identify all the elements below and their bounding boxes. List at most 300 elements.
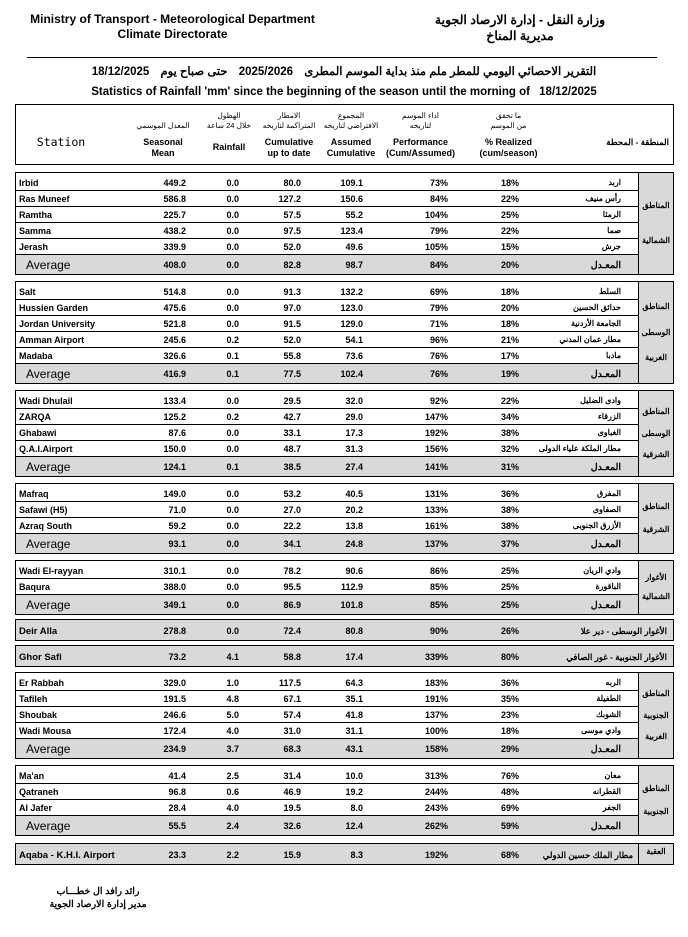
- table-row: [16, 239, 673, 255]
- rain-cell: 4.0: [226, 803, 239, 813]
- cum-cell: 58.8: [283, 652, 301, 662]
- station-name: Shoubak: [19, 710, 58, 720]
- rain-cell: 0.0: [226, 566, 239, 576]
- cum-cell: 27.0: [283, 505, 301, 515]
- single-station-group: [15, 619, 674, 641]
- average-label: Average: [26, 819, 71, 833]
- cum-cell: 127.2: [278, 194, 301, 204]
- table-row: [16, 393, 673, 409]
- station-name-ar: حدائق الحسين: [573, 303, 621, 312]
- assumed-cell: 19.2: [345, 787, 363, 797]
- region-label-line: المناطق: [642, 406, 670, 416]
- region-label-line: الأغوار: [645, 573, 667, 583]
- station-name-ar: المعـدل: [590, 744, 621, 755]
- cum-cell: 33.1: [283, 428, 301, 438]
- column-header-realized: [471, 111, 546, 159]
- rain-cell: 0.0: [226, 539, 239, 549]
- mean-cell: 339.9: [163, 242, 186, 252]
- rain-cell: 1.0: [226, 678, 239, 688]
- mean-cell: 245.6: [163, 335, 186, 345]
- station-name-ar: الجامعة الأردنية: [570, 319, 621, 328]
- mean-cell: 28.4: [168, 803, 186, 813]
- region-group: [15, 560, 674, 615]
- station-name-ar: الأغوار الجنوبية - غور الصافي: [566, 652, 667, 662]
- perf-cell: 79%: [429, 226, 448, 236]
- region-label-line: الجنوبية: [643, 710, 669, 720]
- region-label-line: المناطق: [642, 783, 670, 793]
- title-ar-season: 2025/2026: [238, 66, 294, 78]
- real-cell: 22%: [500, 194, 519, 204]
- perf-cell: 147%: [424, 412, 448, 422]
- station-name: Al Jafer: [19, 803, 53, 813]
- region-label-line: الغربية: [645, 732, 667, 742]
- station-name-ar: الجفر: [602, 803, 621, 812]
- assumed-ar1: المجموع: [337, 111, 365, 120]
- real-cell: 31%: [500, 462, 519, 472]
- region-group: [15, 765, 674, 836]
- ministry-name-ar: وزارة النقل - إدارة الارصاد الجوية: [434, 13, 606, 27]
- station-name: Samma: [19, 226, 52, 236]
- assumed-cell: 8.0: [350, 803, 363, 813]
- real-cell: 25%: [500, 210, 519, 220]
- station-name-ar: المعـدل: [590, 539, 621, 550]
- cumulative-en1: Cumulative: [264, 137, 314, 147]
- mean-cell: 96.8: [168, 787, 186, 797]
- station-name-ar: اربد: [608, 178, 621, 187]
- region-label-line: المناطق: [642, 688, 670, 698]
- title-ar-until: حتى صباح يوم: [160, 66, 228, 78]
- mean-cell: 93.1: [168, 539, 186, 549]
- table-row: [16, 623, 673, 639]
- single-station-group: [15, 843, 674, 865]
- title-ar-text: التقرير الاحصائي اليومي للمطر ملم منذ بداية الموسم المطرى: [304, 66, 597, 78]
- ministry-header-ar: [420, 12, 620, 44]
- station-name-ar: جرش: [601, 242, 621, 251]
- rain-cell: 0.0: [226, 505, 239, 515]
- station-name: Ghor Safi: [19, 652, 62, 663]
- station-name-ar: الزرقاء: [598, 412, 621, 421]
- region-group: [15, 281, 674, 384]
- real-cell: 69%: [500, 803, 519, 813]
- region-group: [15, 672, 674, 759]
- rain-cell: 0.0: [226, 626, 239, 636]
- seasonal-mean-en1: Seasonal: [143, 137, 183, 147]
- real-cell: 20%: [500, 303, 519, 313]
- station-name-ar: مطار الملك حسين الدولي: [542, 850, 633, 860]
- table-row: [16, 191, 673, 207]
- performance-ar1: اداء الموسم: [402, 111, 439, 120]
- mean-cell: 55.5: [168, 821, 186, 831]
- assumed-cell: 41.8: [345, 710, 363, 720]
- seasonal-mean-ar: المعدل الموسمي: [136, 121, 190, 130]
- rain-cell: 2.5: [226, 771, 239, 781]
- station-name-ar: المعـدل: [590, 369, 621, 380]
- cumulative-ar1: الامطار: [277, 111, 301, 120]
- assumed-en2: Cumulative: [326, 148, 376, 158]
- perf-cell: 191%: [424, 694, 448, 704]
- region-label-line: الشمالية: [642, 591, 670, 601]
- station-name: Tafileh: [19, 694, 48, 704]
- rain-cell: 0.0: [226, 242, 239, 252]
- mean-cell: 586.8: [163, 194, 186, 204]
- rain-cell: 0.0: [226, 489, 239, 499]
- real-cell: 37%: [500, 539, 519, 549]
- station-name-ar: معان: [604, 771, 621, 780]
- region-group: [15, 390, 674, 477]
- table-row: [16, 649, 673, 665]
- average-label: Average: [26, 258, 71, 272]
- assumed-cell: 129.0: [340, 319, 363, 329]
- average-row: [16, 739, 673, 758]
- station-name-ar: وادى الضليل: [580, 396, 621, 405]
- average-row: [16, 457, 673, 476]
- assumed-cell: 20.2: [345, 505, 363, 515]
- perf-cell: 133%: [424, 505, 448, 515]
- performance-ar2: لتاريخه: [409, 121, 432, 130]
- column-header-rainfall: [199, 111, 259, 153]
- real-cell: 18%: [500, 178, 519, 188]
- region-label: [638, 173, 673, 274]
- real-cell: 18%: [500, 287, 519, 297]
- table-row: [16, 688, 673, 707]
- assumed-cell: 27.4: [345, 462, 363, 472]
- cum-cell: 117.5: [278, 678, 301, 688]
- mean-cell: 349.1: [163, 600, 186, 610]
- real-cell: 36%: [500, 678, 519, 688]
- region-label: [638, 282, 673, 383]
- mean-cell: 329.0: [163, 678, 186, 688]
- table-row: [16, 425, 673, 441]
- rain-cell: 0.2: [226, 335, 239, 345]
- table-row: [16, 579, 673, 595]
- average-label: Average: [26, 742, 71, 756]
- table-row: [16, 316, 673, 332]
- perf-cell: 137%: [424, 710, 448, 720]
- cum-cell: 78.2: [283, 566, 301, 576]
- perf-cell: 104%: [424, 210, 448, 220]
- station-name-ar: الربه: [605, 678, 621, 687]
- perf-cell: 85%: [429, 582, 448, 592]
- perf-cell: 96%: [429, 335, 448, 345]
- assumed-cell: 32.0: [345, 396, 363, 406]
- rain-cell: 4.1: [226, 652, 239, 662]
- rain-cell: 0.1: [226, 369, 239, 379]
- signature-block: [28, 885, 168, 911]
- rain-cell: 0.0: [226, 194, 239, 204]
- station-name: Baqura: [19, 582, 51, 592]
- rain-cell: 2.2: [226, 850, 239, 860]
- mean-cell: 234.9: [163, 744, 186, 754]
- cum-cell: 31.0: [283, 726, 301, 736]
- assumed-ar2: الافتراضي لتاريخه: [323, 121, 379, 130]
- table-row: [16, 768, 673, 784]
- perf-cell: 156%: [424, 444, 448, 454]
- table-row: [16, 441, 673, 460]
- column-header-seasonal-mean: [128, 121, 198, 159]
- perf-cell: 79%: [429, 303, 448, 313]
- cum-cell: 22.2: [283, 521, 301, 531]
- station-name: Azraq South: [19, 521, 72, 531]
- assumed-cell: 31.1: [345, 726, 363, 736]
- assumed-en1: Assumed: [330, 137, 372, 147]
- station-name-ar: الطفيلة: [596, 694, 621, 703]
- realized-en1: % Realized: [484, 137, 533, 147]
- real-cell: 38%: [500, 521, 519, 531]
- station-name: Madaba: [19, 351, 53, 361]
- assumed-cell: 40.5: [345, 489, 363, 499]
- cum-cell: 31.4: [283, 771, 301, 781]
- assumed-cell: 102.4: [340, 369, 363, 379]
- mean-cell: 438.2: [163, 226, 186, 236]
- title-en-date: 18/12/2025: [539, 86, 597, 98]
- cum-cell: 82.8: [283, 260, 301, 270]
- cum-cell: 68.3: [283, 744, 301, 754]
- average-row: [16, 595, 673, 614]
- station-name-ar: المعـدل: [590, 600, 621, 611]
- report-title-ar: [0, 64, 688, 78]
- assumed-cell: 24.8: [345, 539, 363, 549]
- cum-cell: 57.4: [283, 710, 301, 720]
- perf-cell: 84%: [429, 194, 448, 204]
- rain-cell: 0.0: [226, 226, 239, 236]
- cum-cell: 32.6: [283, 821, 301, 831]
- cum-cell: 72.4: [283, 626, 301, 636]
- mean-cell: 71.0: [168, 505, 186, 515]
- table-row: [16, 675, 673, 691]
- assumed-cell: 10.0: [345, 771, 363, 781]
- average-label: Average: [26, 598, 71, 612]
- real-cell: 80%: [500, 652, 519, 662]
- table-row: [16, 207, 673, 223]
- column-header-cumulative: [254, 111, 324, 159]
- real-cell: 21%: [500, 335, 519, 345]
- perf-cell: 73%: [429, 178, 448, 188]
- real-cell: 15%: [500, 242, 519, 252]
- station-name: Wadi Dhulail: [19, 396, 73, 406]
- assumed-cell: 31.3: [345, 444, 363, 454]
- assumed-cell: 109.1: [340, 178, 363, 188]
- perf-cell: 161%: [424, 521, 448, 531]
- cum-cell: 55.8: [283, 351, 301, 361]
- table-row: [16, 300, 673, 316]
- region-label-line: الغربية: [645, 353, 667, 363]
- station-name-ar: وادي الريان: [583, 566, 621, 575]
- mean-cell: 326.6: [163, 351, 186, 361]
- cum-cell: 15.9: [283, 850, 301, 860]
- station-name-ar: المعـدل: [590, 260, 621, 271]
- station-name: Wadi Mousa: [19, 726, 72, 736]
- report-title-en: [0, 86, 688, 98]
- cum-cell: 97.5: [283, 226, 301, 236]
- cum-cell: 57.5: [283, 210, 301, 220]
- perf-cell: 339%: [424, 652, 448, 662]
- station-name: ZARQA: [19, 412, 51, 422]
- table-row: [16, 502, 673, 518]
- station-name-ar: القطرانه: [592, 787, 621, 796]
- assumed-cell: 90.6: [345, 566, 363, 576]
- mean-cell: 133.4: [163, 396, 186, 406]
- title-ar-date: 18/12/2025: [91, 66, 150, 78]
- cum-cell: 19.5: [283, 803, 301, 813]
- perf-cell: 158%: [424, 744, 448, 754]
- assumed-cell: 29.0: [345, 412, 363, 422]
- average-row: [16, 364, 673, 383]
- station-name-ar: الأزرق الجنوبى: [572, 521, 621, 530]
- average-label: Average: [26, 460, 71, 474]
- assumed-cell: 49.6: [345, 242, 363, 252]
- perf-cell: 243%: [424, 803, 448, 813]
- perf-cell: 183%: [424, 678, 448, 688]
- rainfall-ar2: خلال 24 ساعة: [206, 121, 252, 130]
- table-row: [16, 707, 673, 723]
- assumed-cell: 112.9: [340, 582, 363, 592]
- rain-cell: 3.7: [226, 744, 239, 754]
- mean-cell: 87.6: [168, 428, 186, 438]
- station-name-ar: الرمثا: [602, 210, 621, 219]
- cum-cell: 42.7: [283, 412, 301, 422]
- table-row: [16, 486, 673, 502]
- region-label: [638, 766, 673, 835]
- rain-cell: 4.8: [226, 694, 239, 704]
- performance-en1: Performance: [392, 137, 449, 147]
- real-cell: 25%: [500, 582, 519, 592]
- cum-cell: 80.0: [283, 178, 301, 188]
- station-name-ar: المعـدل: [590, 821, 621, 832]
- station-name: Qatraneh: [19, 787, 59, 797]
- station-name: Ma'an: [19, 771, 45, 781]
- cum-cell: 77.5: [283, 369, 301, 379]
- station-name: Mafraq: [19, 489, 49, 499]
- real-cell: 25%: [500, 566, 519, 576]
- cum-cell: 48.7: [283, 444, 301, 454]
- real-cell: 23%: [500, 710, 519, 720]
- station-name-ar: صما: [607, 226, 621, 235]
- station-name-ar: مادبا: [606, 351, 621, 360]
- cumulative-en2: up to date: [267, 148, 311, 158]
- assumed-cell: 17.4: [345, 652, 363, 662]
- table-row: [16, 847, 673, 863]
- real-cell: 35%: [500, 694, 519, 704]
- column-header-performance: [378, 111, 463, 159]
- signatory-name: رائد رافد ال خطـــاب: [56, 886, 140, 897]
- mean-cell: 246.6: [163, 710, 186, 720]
- real-cell: 17%: [500, 351, 519, 361]
- station-name-ar: مطار عمان المدني: [559, 335, 621, 344]
- mean-cell: 41.4: [168, 771, 186, 781]
- station-name: Safawi (H5): [19, 505, 68, 515]
- perf-cell: 84%: [429, 260, 448, 270]
- real-cell: 34%: [500, 412, 519, 422]
- cum-cell: 67.1: [283, 694, 301, 704]
- average-label: Average: [26, 537, 71, 551]
- rain-cell: 0.0: [226, 319, 239, 329]
- table-row: [16, 800, 673, 816]
- mean-cell: 408.0: [163, 260, 186, 270]
- directorate-name-ar: مديرية المناخ: [486, 29, 554, 43]
- mean-cell: 73.2: [168, 652, 186, 662]
- rain-cell: 0.0: [226, 428, 239, 438]
- mean-cell: 191.5: [163, 694, 186, 704]
- region-label: [638, 673, 673, 758]
- perf-cell: 71%: [429, 319, 448, 329]
- assumed-cell: 98.7: [345, 260, 363, 270]
- ministry-header-en: [0, 12, 345, 42]
- mean-cell: 521.8: [163, 319, 186, 329]
- average-row: [16, 816, 673, 835]
- cum-cell: 97.0: [283, 303, 301, 313]
- mean-cell: 59.2: [168, 521, 186, 531]
- perf-cell: 105%: [424, 242, 448, 252]
- real-cell: 48%: [500, 787, 519, 797]
- mean-cell: 124.1: [163, 462, 186, 472]
- real-cell: 22%: [500, 396, 519, 406]
- station-name-ar: الغباوى: [597, 428, 621, 437]
- average-row: [16, 534, 673, 553]
- real-cell: 22%: [500, 226, 519, 236]
- rainfall-en: Rainfall: [212, 142, 246, 152]
- rain-cell: 0.2: [226, 412, 239, 422]
- real-cell: 68%: [500, 850, 519, 860]
- station-name: Amman Airport: [19, 335, 85, 345]
- station-name-ar: المفرق: [597, 489, 621, 498]
- mean-cell: 125.2: [163, 412, 186, 422]
- signatory-position: مدير إدارة الارصاد الجوية: [49, 899, 147, 910]
- mean-cell: 449.2: [163, 178, 186, 188]
- region-label-line: الوسطى: [641, 428, 671, 438]
- realized-ar2: من الموسم: [490, 121, 527, 130]
- station-name-ar: الباقورة: [595, 582, 621, 591]
- region-label-line: الشرقية: [642, 450, 670, 460]
- mean-cell: 475.6: [163, 303, 186, 313]
- table-row: [16, 284, 673, 300]
- assumed-cell: 8.3: [350, 850, 363, 860]
- region-label: [638, 561, 673, 614]
- real-cell: 25%: [500, 600, 519, 610]
- mean-cell: 225.7: [163, 210, 186, 220]
- mean-cell: 278.8: [163, 626, 186, 636]
- cum-cell: 91.5: [283, 319, 301, 329]
- assumed-cell: 43.1: [345, 744, 363, 754]
- header-divider: [27, 57, 657, 58]
- rain-cell: 0.0: [226, 582, 239, 592]
- real-cell: 19%: [500, 369, 519, 379]
- real-cell: 18%: [500, 319, 519, 329]
- ministry-name-en: Ministry of Transport - Meteorological Department: [30, 12, 315, 26]
- station-name: Aqaba - K.H.I. Airport: [19, 850, 115, 861]
- station-name-ar: رأس منيف: [585, 194, 621, 203]
- region-label-line: المناطق: [642, 301, 670, 311]
- realized-ar1: ما تحقق: [495, 111, 522, 120]
- column-header-assumed: [316, 111, 386, 159]
- realized-en2: (cum/season): [479, 148, 538, 158]
- perf-cell: 262%: [424, 821, 448, 831]
- perf-cell: 192%: [424, 850, 448, 860]
- perf-cell: 92%: [429, 396, 448, 406]
- region-label: [638, 484, 673, 553]
- rain-cell: 0.0: [226, 210, 239, 220]
- cum-cell: 29.5: [283, 396, 301, 406]
- title-en-text: Statistics of Rainfall 'mm' since the beginning of the season until the morning of: [91, 86, 530, 98]
- directorate-name-en: Climate Directorate: [117, 27, 228, 41]
- real-cell: 32%: [500, 444, 519, 454]
- perf-cell: 86%: [429, 566, 448, 576]
- perf-cell: 90%: [429, 626, 448, 636]
- region-group: [15, 483, 674, 554]
- station-name-ar: مطار الملكة علياء الدولى: [538, 444, 621, 453]
- real-cell: 36%: [500, 489, 519, 499]
- rain-cell: 0.0: [226, 260, 239, 270]
- table-row: [16, 332, 673, 348]
